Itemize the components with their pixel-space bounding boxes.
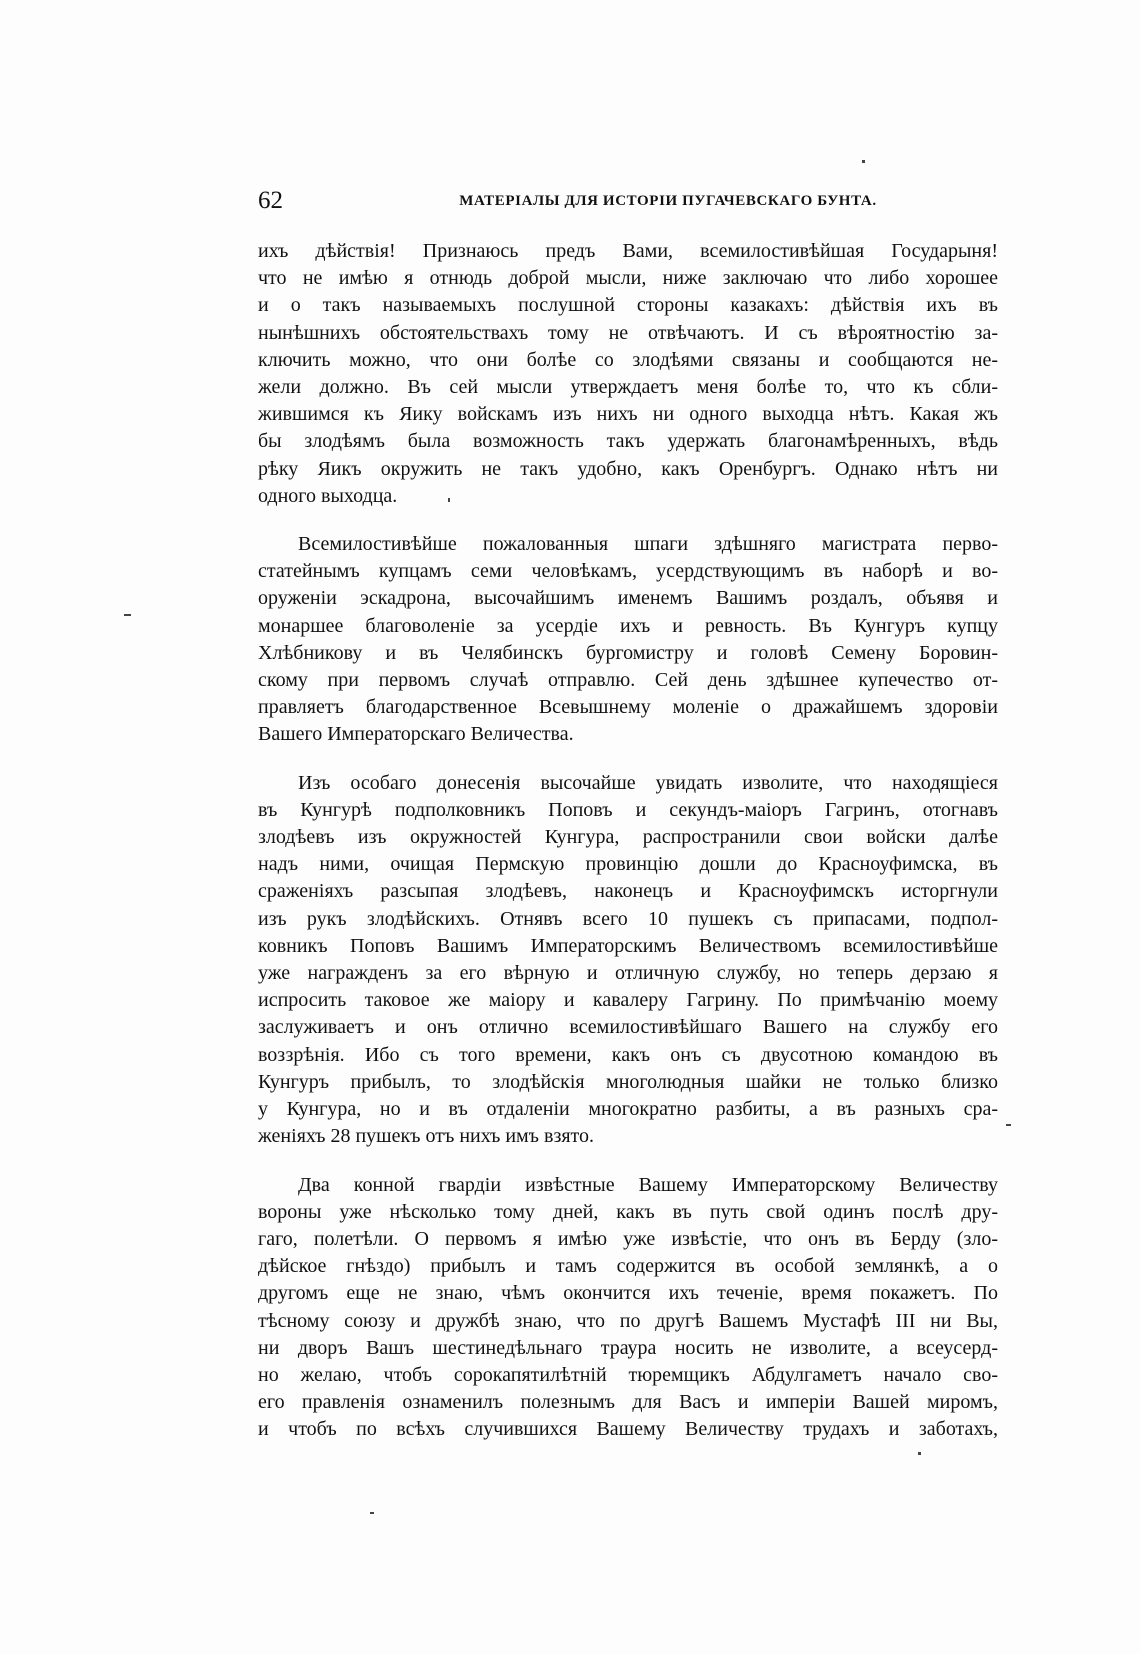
text-line: надъ ними, очищая Пермскую провинцію дошли до Красноуфимска, въ <box>258 853 998 876</box>
text-line: ни дворъ Вашъ шестинедѣльнаго траура носить не изволите, а всеусерд- <box>258 1336 998 1359</box>
text-line: правляетъ благодарственное Всевышнему моленіе о дражайшемъ здоровіи <box>258 696 998 719</box>
text-line: злодѣевъ изъ окружностей Кунгура, распространили свои войски далѣе <box>258 826 998 849</box>
text-line: его правленія ознаменилъ полезнымъ для Васъ и имперіи Вашей миромъ, <box>258 1391 998 1414</box>
text-line: Всемилостивѣйше пожалованныя шпаги здѣшняго магистрата перво- <box>298 533 998 556</box>
text-line: женіяхъ 28 пушекъ отъ нихъ имъ взято. <box>258 1125 595 1148</box>
text-line: оруженіи эскадрона, высочайшимъ именемъ Вашимъ роздалъ, объявя и <box>258 587 998 610</box>
text-line: тѣсному союзу и дружбѣ знаю, что по другѣ Вашемъ Мустафѣ III ни Вы, <box>258 1309 998 1332</box>
text-line: Изъ особаго донесенія высочайше увидать изволите, что находящіеся <box>298 771 998 794</box>
text-line: дѣйское гнѣздо) прибылъ и тамъ содержится въ особой землянкѣ, а о <box>258 1255 998 1278</box>
text-line: нынѣшнихъ обстоятельствахъ тому не отвѣчаютъ. И съ вѣроятностію за- <box>258 321 998 344</box>
text-line: жели должно. Въ сей мысли утверждаетъ меня болѣе то, что къ сбли- <box>258 376 998 399</box>
text-line: заслуживаетъ и онъ отлично всемилостивѣйшаго Вашего на службу его <box>258 1016 998 1039</box>
text-line: испросить таковое же маіору и кавалеру Гагрину. По примѣчанію моему <box>258 989 998 1012</box>
scan-speck <box>370 1512 374 1514</box>
paragraph-2 <box>258 531 998 749</box>
text-line: ключить можно, что они болѣе со злодѣями связаны и сообщаются не- <box>258 348 998 371</box>
text-line: бы злодѣямъ была возможность такъ удержать благонамѣренныхъ, вѣдь <box>258 430 998 453</box>
text-line: скому при первомъ случаѣ отправлю. Сей день здѣшнее купечество от- <box>258 669 998 692</box>
text-line: сраженіяхъ разсыпая злодѣевъ, наконецъ и Красноуфимскъ исторгнули <box>258 880 998 903</box>
text-line: уже награжденъ за его вѣрную и отличную службу, но теперь дерзаю я <box>258 962 998 985</box>
page-header <box>258 184 998 220</box>
text-line: воззрѣнія. Ибо съ того времени, какъ онъ съ двусотною командою въ <box>258 1043 998 1066</box>
text-line: и чтобъ по всѣхъ случившихся Вашему Величеству трудахъ и заботахъ, <box>258 1418 998 1441</box>
text-line: гаго, полетѣли. О первомъ я имѣю уже извѣстіе, что онъ въ Берду (зло- <box>258 1227 998 1250</box>
text-line: Кунгуръ прибылъ, то злодѣйскія многолюдныя шайки не только близко <box>258 1070 998 1093</box>
text-line: жившимся къ Яику войскамъ изъ нихъ ни одного выходца нѣтъ. Какая жъ <box>258 403 998 426</box>
text-line: другомъ еще не знаю, чѣмъ окончится ихъ теченіе, время покажетъ. По <box>258 1282 998 1305</box>
text-line: статейнымъ купцамъ семи человѣкамъ, усердствующимъ въ наборѣ и во- <box>258 560 998 583</box>
text-line: и о такъ называемыхъ послушной стороны казакахъ: дѣйствія ихъ въ <box>258 294 998 317</box>
text-line: Хлѣбникову и въ Челябинскъ бургомистру и головѣ Семену Боровин- <box>258 641 998 664</box>
paragraph-3 <box>258 770 998 1151</box>
text-line: что не имѣю я отнюдь доброй мысли, ниже заключаю что либо хорошее <box>258 267 998 290</box>
text-line: у Кунгура, но и въ отдаленіи многократно разбиты, а въ разныхъ сра- <box>258 1098 998 1121</box>
paragraph-1 <box>258 238 998 510</box>
text-line: рѣку Яикъ окружить не такъ удобно, какъ Оренбургъ. Однако нѣтъ ни <box>258 457 998 480</box>
body-text <box>258 238 998 1465</box>
scan-speck <box>124 614 131 616</box>
text-line: монаршее благоволеніе за усердіе ихъ и ревность. Въ Кунгуръ купцу <box>258 614 998 637</box>
text-line: одного выходца. <box>258 484 398 507</box>
text-line: Вашего Императорскаго Величества. <box>258 723 574 746</box>
text-line: Два конной гвардіи извѣстные Вашему Императорскому Величеству <box>298 1173 998 1196</box>
scan-speck <box>918 1452 921 1455</box>
running-title: МАТЕРІАЛЫ ДЛЯ ИСТОРІИ ПУГАЧЕВСКАГО БУНТА. <box>459 193 877 209</box>
scan-speck <box>862 160 865 163</box>
text-line: но желаю, чтобъ сорокапятилѣтній тюремщикъ Абдулгаметъ начало сво- <box>258 1363 998 1386</box>
text-line: въ Кунгурѣ подполковникъ Поповъ и секундъ-маіоръ Гагринъ, отогнавъ <box>258 798 998 821</box>
scan-speck <box>1006 1124 1011 1126</box>
scan-speck <box>448 498 450 502</box>
text-line: ихъ дѣйствія! Признаюсь предъ Вами, всемилостивѣйшая Государыня! <box>258 240 998 262</box>
page-number: 62 <box>258 187 283 214</box>
text-line: изъ рукъ злодѣйскихъ. Отнявъ всего 10 пушекъ съ припасами, подпол- <box>258 907 998 930</box>
text-line: вороны уже нѣсколько тому дней, какъ въ путь свой одинъ послѣ дру- <box>258 1200 998 1223</box>
text-line: ковникъ Поповъ Вашимъ Императорскимъ Величествомъ всемилостивѣйше <box>258 934 998 957</box>
paragraph-4 <box>258 1172 998 1444</box>
